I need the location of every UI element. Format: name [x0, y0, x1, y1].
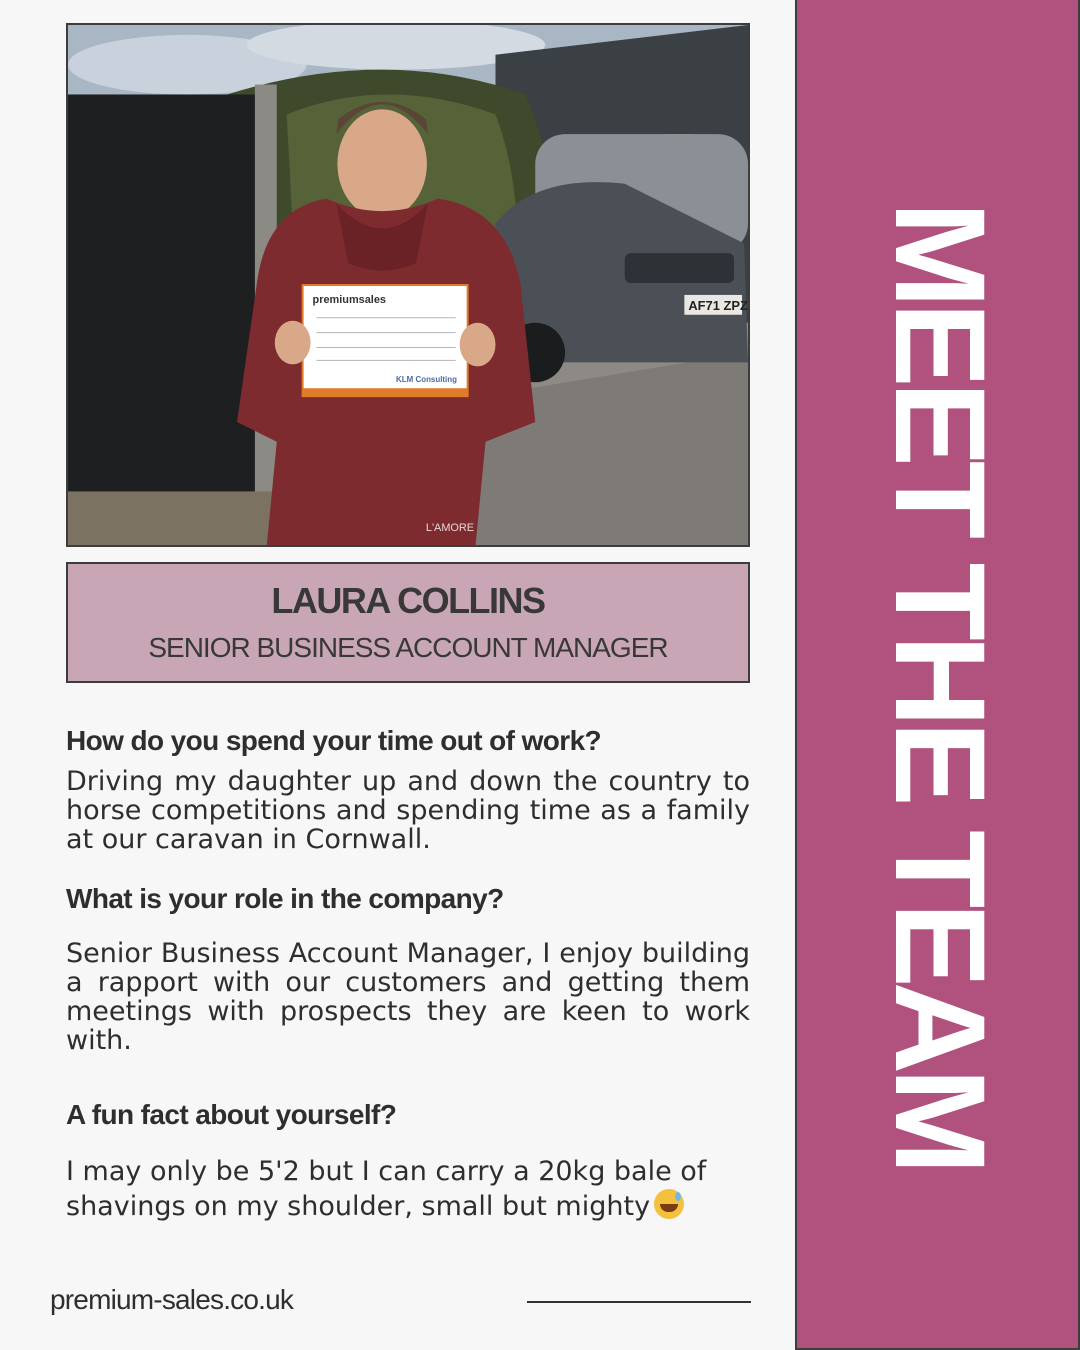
question-2: What is your role in the company?: [66, 883, 504, 914]
answer-3: [66, 1155, 750, 1224]
website-url[interactable]: premium-sales.co.uk: [50, 1284, 294, 1315]
answer-2: Senior Business Account Manager, I enjoy building a rapport with our customers and getting them meetings with prospects they are keen to work with.: [66, 938, 750, 1056]
side-banner: [795, 0, 1080, 1350]
hoodie-print: L'AMORE: [425, 522, 475, 535]
qa-block-1: [66, 725, 750, 854]
name-card: [66, 562, 750, 683]
banner-title: MEET THE TEAM: [868, 201, 1011, 1169]
answer-1: Driving my daughter up and down the country to horse competitions and spending time as a family at our caravan in Cornwall.: [66, 766, 750, 855]
question-3: A fun fact about yourself?: [66, 1099, 397, 1130]
question-1: How do you spend your time out of work?: [66, 725, 602, 756]
sweat-smile-emoji-icon: [654, 1189, 684, 1219]
profile-photo: [66, 23, 750, 547]
certificate-brand: premiumsales: [312, 293, 386, 306]
answer-3-text: I may only be 5'2 but I can carry a 20kg bale of shavings on my shoulder, small but mighty: [66, 1156, 707, 1222]
qa-block-2: [66, 883, 750, 1055]
footer-divider: [527, 1301, 751, 1303]
certificate-partner: KLM Consulting: [396, 375, 457, 385]
person-role: SENIOR BUSINESS ACCOUNT MANAGER: [148, 632, 668, 663]
person-name: LAURA COLLINS: [271, 580, 545, 621]
qa-block-3: [66, 1099, 750, 1224]
photo-illustration: [68, 25, 748, 545]
car-plate: AF71 ZPZ: [688, 297, 748, 313]
